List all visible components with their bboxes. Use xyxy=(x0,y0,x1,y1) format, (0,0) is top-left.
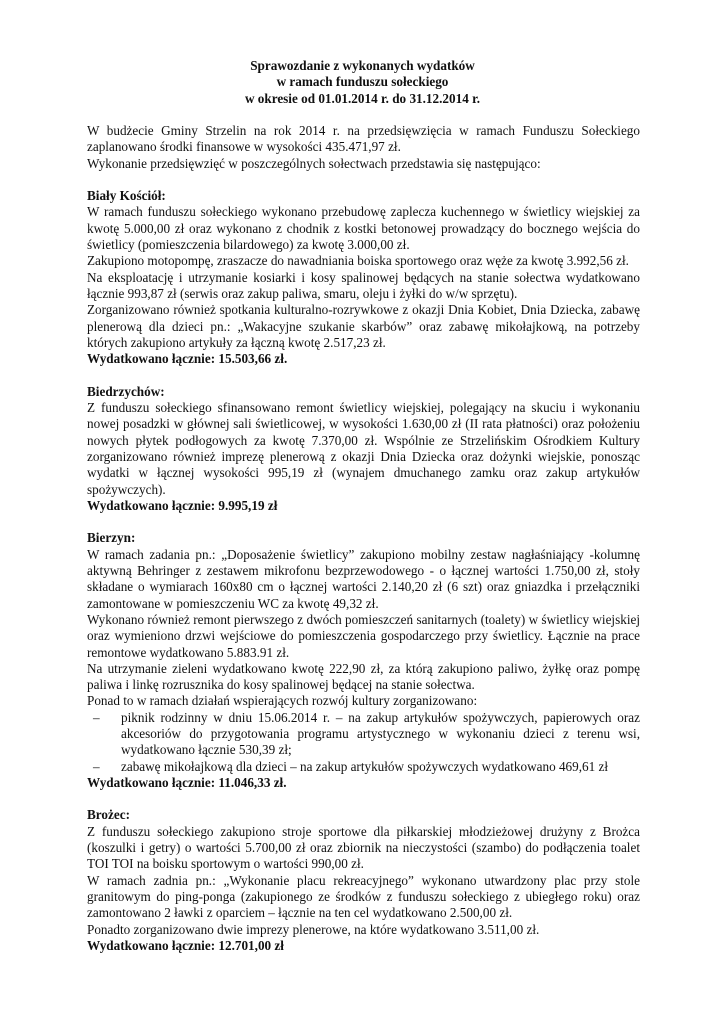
section-paragraph: W ramach funduszu sołeckiego wykonano przebudowę zaplecza kuchennego w świetlicy wiejskiej za kwotę 5.000,00 zł oraz wykonano z chodnik z kostki betonowej prowadzący do bocznego wejścia do świetlicy (pomieszczenia bilardowego) za kwotę 3.000,00 zł. xyxy=(87,204,640,253)
section-paragraph: Na utrzymanie zieleni wydatkowano kwotę 222,90 zł, za którą zakupiono paliwo, żyłkę oraz pompę paliwa i linkę rozrusznika do kosy spalinowej będącej na stanie sołectwa. xyxy=(87,660,640,693)
list-item: – piknik rodzinny w dniu 15.06.2014 r. – na zakup artykułów spożywczych, papierowych oraz akcesoriów do przygotowania programu artystycznego w wykonaniu dzieci z terenu wsi, wydatkowano łącznie 530,39 zł; xyxy=(87,710,640,759)
document-title xyxy=(0,58,725,107)
section-paragraph: Zakupiono motopompę, zraszacze do nawadniania boiska sportowego oraz węże za kwotę 3.992,56 zł. xyxy=(87,253,629,269)
section-paragraph: W ramach zadania pn.: „Doposażenie świetlicy” zakupiono mobilny zestaw nagłaśniający -kolumnę aktywną Behringer z zestawem mikrofonu bezprzewodowego - o łącznej wartości 1.750,00 zł, stoły składane o wymiarach 160x80 cm o łącznej wartości 2.140,20 zł (6 szt) oraz gniazdka i przełączniki zamontowane w pomieszczeniu WC za kwotę 49,32 zł. xyxy=(87,546,640,611)
section-heading-brozec: Brożec: xyxy=(87,807,130,823)
section-total: Wydatkowano łącznie: 9.995,19 zł xyxy=(87,497,278,513)
section-paragraph: W ramach zadnia pn.: „Wykonanie placu rekreacyjnego” wykonano utwardzony plac przy stole granitowym do ping-ponga (zakupionego ze środków z funduszu sołeckiego z ubiegłego roku) oraz zamontowano 2 ławki z oparciem – łącznie na ten cel wydatkowano 2.500,00 zł. xyxy=(87,872,640,921)
intro-paragraph: Wykonanie przedsięwzięć w poszczególnych sołectwach przedstawia się następująco: xyxy=(87,155,541,171)
list-item: – zabawę mikołajkową dla dzieci – na zakup artykułów spożywczych wydatkowano 469,61 zł xyxy=(87,759,640,775)
title-line-1: Sprawozdanie z wykonanych wydatków xyxy=(250,58,475,73)
section-paragraph: Zorganizowano również spotkania kulturalno-rozrywkowe z okazji Dnia Kobiet, Dnia Dziecka, zabawę plenerową dla dzieci pn.: „Wakacyjne szukanie skarbów” oraz zabawę mikołajkową, na potrzeby których zakupiono artykuły za łączną kwotę 2.517,23 zł. xyxy=(87,302,640,350)
section-total: Wydatkowano łącznie: 12.701,00 zł xyxy=(87,937,284,953)
section-total: Wydatkowano łącznie: 15.503,66 zł. xyxy=(87,351,288,367)
section-heading-biedrzychow: Biedrzychów: xyxy=(87,383,165,399)
section-paragraph: Z funduszu sołeckiego zakupiono stroje sportowe dla piłkarskiej młodzieżowej drużyny z Brożca (koszulki i getry) o wartości 5.700,00 zł oraz zbiornik na nieczystości (szambo) do podłączenia toalet TOI TOI na boisku sportowym o wartości 990,00 zł. xyxy=(87,823,640,872)
intro-paragraph: W budżecie Gminy Strzelin na rok 2014 r. na przedsięwzięcia w ramach Funduszu Sołeckiego zaplanowano środki finansowe w wysokości 435.471,97 zł. xyxy=(87,123,640,155)
section-total: Wydatkowano łącznie: 11.046,33 zł. xyxy=(87,774,287,790)
section-paragraph: Z funduszu sołeckiego sfinansowano remont świetlicy wiejskiej, polegający na skuciu i wykonaniu nowej posadzki w głównej sali świetlicowej, w wysokości 1.630,00 zł (II rata płatności) oraz położeniu nowych płytek podłogowych za kwotę 7.370,00 zł. Wspólnie ze Strzelińskim Ośrodkiem Kultury zorganizowano również imprezę plenerową z okazji Dnia Dziecka oraz dożynki wiejskie, ponosząc wydatki w łącznej wysokości 995,19 zł (wynajem dmuchanego zamku oraz zakup artykułów spożywczych). xyxy=(87,400,640,497)
section-paragraph: Wykonano również remont pierwszego z dwóch pomieszczeń sanitarnych (toalety) w świetlicy wiejskiej oraz wymieniono drzwi wejściowe do pomieszczenia gospodarczego przy świetlicy. Łącznie na prace remontowe wydatkowano 5.883.91 zł. xyxy=(87,611,640,660)
title-line-3: w okresie od 01.01.2014 r. do 31.12.2014 r. xyxy=(244,90,481,106)
title-line-2: w ramach funduszu sołeckiego xyxy=(276,74,449,90)
document-body xyxy=(87,123,640,954)
section-paragraph: Na eksploatację i utrzymanie kosiarki i kosy spalinowej będących na stanie sołectwa wydatkowano łącznie 993,87 zł (serwis oraz zakup paliwa, smaru, oleju i żyłki do w/w sprzętu). xyxy=(87,269,640,301)
event-list xyxy=(87,710,640,775)
section-paragraph: Ponad to w ramach działań wspierających rozwój kultury zorganizowano: xyxy=(87,693,478,709)
section-heading-bialy-kosciol: Biały Kościół: xyxy=(87,188,166,204)
section-paragraph: Ponadto zorganizowano dwie imprezy plenerowe, na które wydatkowano 3.511,00 zł. xyxy=(87,921,540,937)
section-heading-bierzyn: Bierzyn: xyxy=(87,530,136,546)
